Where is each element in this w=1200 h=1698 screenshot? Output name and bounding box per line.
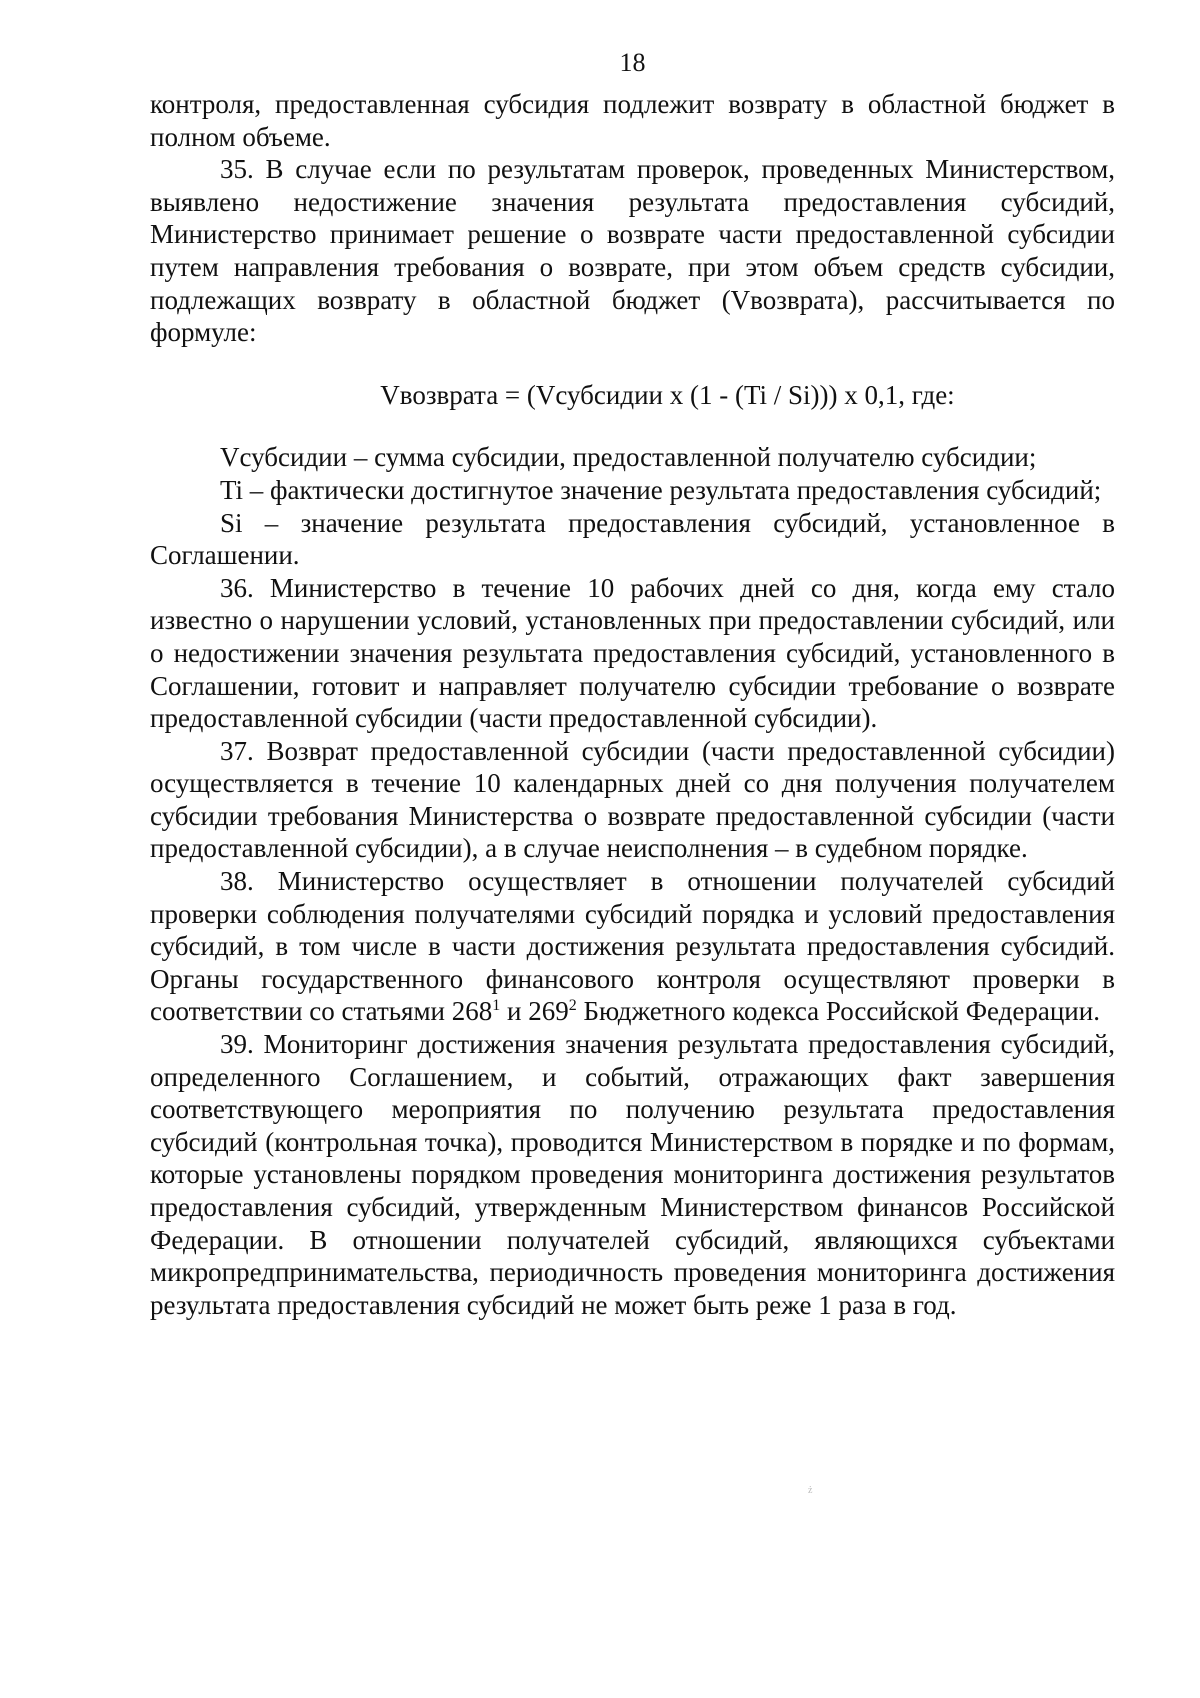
document-page bbox=[150, 48, 1115, 1321]
return-formula: Vвозврата = (Vсубсидии х (1 - (Ti / Si))) x 0,1, где: bbox=[380, 379, 955, 410]
definition-ti: Ti – фактически достигнутое значение результата предоставления субсидий; bbox=[220, 474, 1102, 505]
page-number: 18 bbox=[619, 48, 646, 77]
clause-38-text-b: и 269 bbox=[500, 996, 569, 1027]
footnote-ref-2: 2 bbox=[568, 997, 577, 1015]
clause-36: 36. Министерство в течение 10 рабочих дней со дня, когда ему стало известно о нарушении условий, установленных при предоставлении субсидий, или о недостижении значения результата предоставления субсидий, установленного в Соглашении, готовит и направляет получателю субсидии требование о возврате предоставленной субсидии (части предоставленной субсидии). bbox=[150, 572, 1115, 734]
footnote-ref-1: 1 bbox=[492, 997, 501, 1015]
clause-35: 35. В случае если по результатам проверок, проведенных Министерством, выявлено недостижение значения результата предоставления субсидий, Министерство принимает решение о возврате части предоставленной субсидии путем направления требования о возврате, при этом объем средств субсидии, подлежащих возврату в областной бюджет (Vвозврата), рассчитывается по формуле: bbox=[150, 154, 1115, 348]
scan-mark: ż bbox=[808, 1485, 813, 1496]
clause-39: 39. Мониторинг достижения значения результата предоставления субсидий, определенного Соглашением, и событий, отражающих факт завершения соответствующего мероприятия по получению результата предоставления субсидий (контрольная точка), проводится Министерством в порядке и по формам, которые установлены порядком проведения мониторинга достижения результатов предоставления субсидий, утвержденным Министерством финансов Российской Федерации. В отношении получателей субсидий, являющихся субъектами микропредпринимательства, периодичность проведения мониторинга достижения результата предоставления субсидий не может быть реже 1 раза в год. bbox=[150, 1029, 1115, 1320]
definition-si: Si – значение результата предоставления субсидий, установленное в Соглашении. bbox=[150, 507, 1115, 571]
clause-38 bbox=[150, 865, 1115, 1028]
paragraph-continuation: контроля, предоставленная субсидия подлежит возврату в областной бюджет в полном объеме. bbox=[150, 89, 1115, 152]
definition-vsubsidy: Vсубсидии – сумма субсидии, предоставленной получателю субсидии; bbox=[220, 442, 1037, 473]
clause-37: 37. Возврат предоставленной субсидии (части предоставленной субсидии) осуществляется в течение 10 календарных дней со дня получения получателем субсидии требования Министерства о возврате предоставленной субсидии (части предоставленной субсидии), а в случае неисполнения – в судебном порядке. bbox=[150, 735, 1115, 864]
clause-38-text-a: 38. Министерство осуществляет в отношении получателей субсидий проверки соблюдения получателями субсидий порядка и условий предоставления субсидий, в том числе в части достижения результата предоставления субсидий. Органы государственного финансового контроля осуществляют проверки в соответствии со статьями 268 bbox=[150, 866, 1115, 1027]
clause-38-text-c: Бюджетного кодекса Российской Федерации. bbox=[576, 996, 1100, 1027]
